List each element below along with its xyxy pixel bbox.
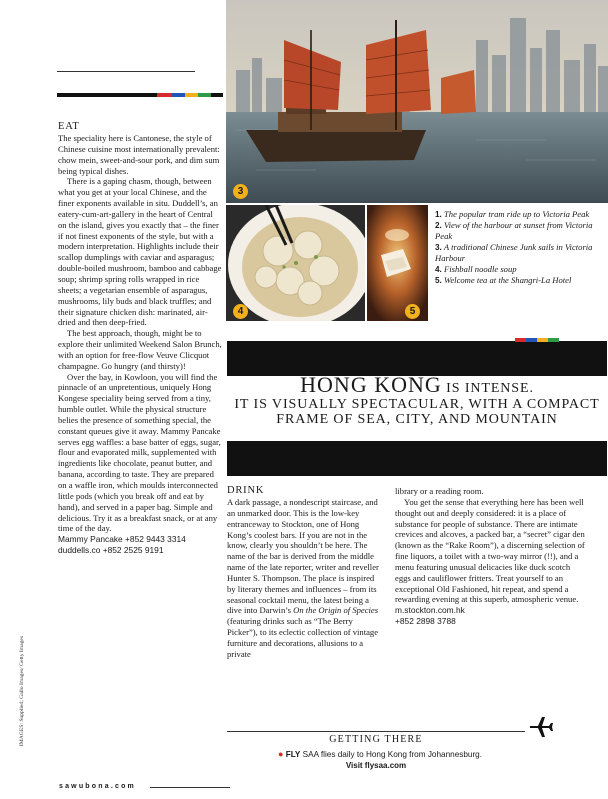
- harbour-junk-photo: [226, 0, 608, 203]
- welcome-tea-photo: [367, 205, 428, 321]
- caption-2: 2. View of the harbour at sunset from Victoria Peak: [435, 220, 593, 241]
- pullquote-is-intense: IS INTENSE.: [441, 381, 534, 396]
- eat-paragraph-1: The speciality here is Cantonese, the style of Chinese cuisine most internationally prevalent: chow mein, sweet-and-sour pork, and dim sum being typical dishes.: [58, 133, 220, 176]
- drink-paragraph-1: A dark passage, a nondescript staircase, and an unmarked door. This is the low-key entranceway to Stockton, one of Hong Kong’s coolest bars. If you are not in the know, clearly you shouldn’t be here. The name of the bar is derived from the middle name of the late reporter, writer and reveller Hunter S. Thompson. The place is inspired by literary themes and influences – from its seasonal cocktail menu, the latest being a dive into Darwin’s On the Origin of Species (featuring drinks such as “The Berry Picker”), to its eclectic collection of vintage furniture and decorations, allusions to a private: [227, 497, 379, 659]
- image-credit: IMAGES: Supplied; Gallo Images/ Getty Images: [19, 635, 25, 747]
- photo-number-badge-5: 5: [405, 304, 420, 319]
- eat-contact-mammy-pancake: Mammy Pancake +852 9443 3314: [58, 534, 186, 545]
- eat-contact-duddells: duddells.co +852 2525 9191: [58, 545, 164, 556]
- bullet-dot-icon: ●: [277, 749, 284, 759]
- drink-section-column-2: [395, 486, 585, 627]
- pullquote-black-band-bottom: [227, 441, 607, 476]
- color-bar-red: [157, 93, 172, 97]
- caption-1: 1. The popular tram ride up to Victoria Peak: [435, 209, 590, 219]
- getting-there-title: GETTING THERE: [329, 734, 423, 745]
- top-rule: [57, 71, 195, 72]
- pullquote-line-2: IT IS VISUALLY SPECTACULAR, WITH A COMPACT FRAME OF SEA, CITY, AND MOUNTAIN: [234, 397, 600, 427]
- visit-link[interactable]: Visit flysaa.com: [345, 761, 407, 770]
- drink-heading: DRINK: [227, 485, 265, 496]
- pullquote-hong-kong: HONG KONG: [300, 372, 442, 397]
- footer-site-name: sawubona.com: [59, 783, 136, 790]
- photo-number-badge-3: 3: [233, 184, 248, 199]
- eat-paragraph-3: The best approach, though, might be to explore their unlimited Weekend Salon Brunch, with an option for free-flow Veuve Clicquot champagne. Go hungry (and thirsty)!: [58, 328, 222, 371]
- plane-icon: [529, 716, 553, 738]
- caption-5: 5. Welcome tea at the Shangri-La Hotel: [435, 275, 572, 285]
- fly-text: SAA flies daily to Hong Kong from Johannesburg.: [300, 750, 483, 759]
- photo-captions: [435, 209, 605, 286]
- color-bar-blue: [172, 93, 185, 97]
- color-bar-red: [515, 338, 526, 342]
- fly-label: FLY: [285, 750, 301, 759]
- drink-section-column-1: [227, 484, 382, 660]
- footer-rule: [150, 787, 230, 788]
- getting-there-rule: [227, 731, 525, 732]
- drink-paragraph-2: You get the sense that everything here has been well thought out and deeply considered: it is a place of substance for people of substance. There are intimate crevices and alcoves, a packed bar, a “secret” cigar den (known as the “Rake Room”), a discerning selection of fine liquors, a toilet with a two-way mirror (!!), and a menu featuring unusual delicacies like duck scotch eggs and cauliflower fritters. Treat yourself to an exceptional Old Fashioned, hit repeat, and spend a rewarding evening at this superb, atmospheric venue.: [395, 496, 585, 605]
- eat-paragraph-2: There is a gaping chasm, though, between what you get at your local Chinese, and the finer exponents available in situ. Duddell’s, an eatery-cum-art-gallery in the heart of Central on the island, gives you exactly that – the finer if not finest exponents of the style, but with a modern interpretation. Highlights include their scallop dumplings with caviar and asparagus; double-boiled mushroom, bamboo and cabbage soup; shrimp spring rolls wrapped in rice sheets; a vegetarian ensemble of asparagus, mushrooms, lily buds and black truffles; and their signature chicken dish: marinated, air-dried and then deep-fried.: [58, 176, 222, 328]
- color-bar-right: [515, 338, 559, 342]
- pullquote: [227, 372, 607, 427]
- color-bar-black-end: [211, 93, 223, 97]
- color-bar-blue: [526, 338, 537, 342]
- noodle-soup-photo: [226, 205, 365, 321]
- color-bar-black: [57, 93, 157, 97]
- color-bar-green: [548, 338, 559, 342]
- caption-3: 3. A traditional Chinese Junk sails in Victoria Harbour: [435, 242, 593, 263]
- getting-there-fly-line: [210, 749, 550, 759]
- eat-heading: EAT: [58, 121, 80, 132]
- eat-paragraph-4: Over the bay, in Kowloon, you will find the pinnacle of an unpretentious, uniquely Hong Kongese speciality being served from a tiny, humble outlet. While the physical structure belies the presence of something special, the constant queues give it away. Mammy Pancake serves egg waffles: a base batter of eggs, sugar, flour and evaporated milk, supplemented with ingredients like chocolate, peanut butter, and banana, according to taste. They are prepared on a waffle iron, which moulds interconnected little pods (which you break off and eat by hand), and served in a paper bag. Simple and delicious. Try it as a breakfast snack, or at any time of the day.: [58, 371, 221, 534]
- color-bar-yellow: [185, 93, 198, 97]
- drink-contact-phone: +852 2898 3788: [395, 616, 456, 627]
- drink-paragraph-continued: library or a reading room.: [395, 486, 484, 496]
- eat-section: [58, 120, 223, 556]
- color-bar-green: [198, 93, 211, 97]
- color-bar-left: [57, 93, 223, 97]
- photo-number-badge-4: 4: [233, 304, 248, 319]
- color-bar-yellow: [537, 338, 548, 342]
- pullquote-black-band-top: [227, 341, 607, 376]
- caption-4: 4. Fishball noodle soup: [435, 264, 517, 274]
- pullquote-line-1: [227, 372, 607, 398]
- drink-book-title: On the Origin of Species: [293, 605, 379, 616]
- drink-contact-website: m.stockton.com.hk: [395, 605, 465, 616]
